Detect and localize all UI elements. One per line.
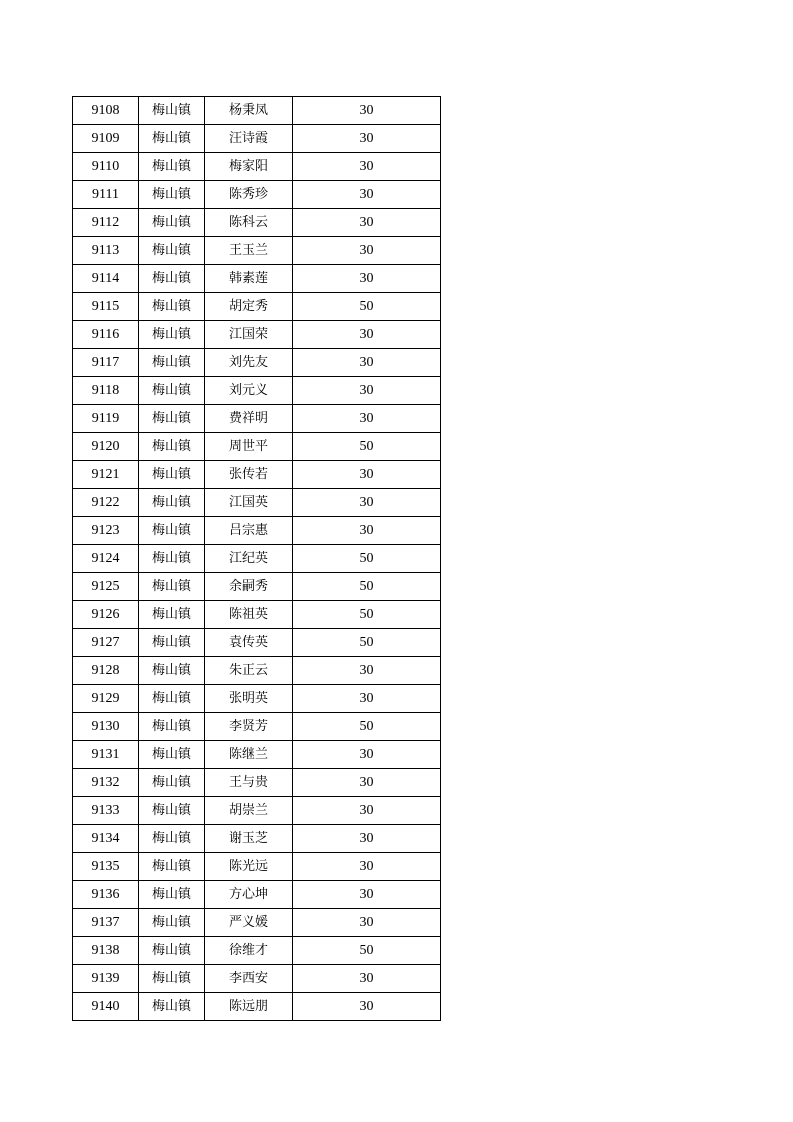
amount-cell: 30 <box>293 909 441 937</box>
person-name-cell: 汪诗霞 <box>205 125 293 153</box>
table-row <box>73 377 441 405</box>
row-number-cell: 9122 <box>73 489 139 517</box>
town-cell: 梅山镇 <box>139 97 205 125</box>
person-name-cell: 江纪英 <box>205 545 293 573</box>
amount-cell: 30 <box>293 125 441 153</box>
amount-cell: 30 <box>293 965 441 993</box>
row-number-cell: 9108 <box>73 97 139 125</box>
table-row <box>73 153 441 181</box>
town-cell: 梅山镇 <box>139 853 205 881</box>
amount-cell: 30 <box>293 97 441 125</box>
row-number-cell: 9109 <box>73 125 139 153</box>
person-name-cell: 周世平 <box>205 433 293 461</box>
row-number-cell: 9119 <box>73 405 139 433</box>
row-number-cell: 9129 <box>73 685 139 713</box>
town-cell: 梅山镇 <box>139 657 205 685</box>
table-row <box>73 769 441 797</box>
town-cell: 梅山镇 <box>139 125 205 153</box>
row-number-cell: 9112 <box>73 209 139 237</box>
person-name-cell: 刘先友 <box>205 349 293 377</box>
row-number-cell: 9113 <box>73 237 139 265</box>
town-cell: 梅山镇 <box>139 769 205 797</box>
person-name-cell: 胡崇兰 <box>205 797 293 825</box>
amount-cell: 50 <box>293 433 441 461</box>
row-number-cell: 9139 <box>73 965 139 993</box>
person-name-cell: 袁传英 <box>205 629 293 657</box>
person-name-cell: 严义媛 <box>205 909 293 937</box>
town-cell: 梅山镇 <box>139 909 205 937</box>
table-row <box>73 181 441 209</box>
row-number-cell: 9130 <box>73 713 139 741</box>
amount-cell: 50 <box>293 573 441 601</box>
town-cell: 梅山镇 <box>139 741 205 769</box>
table-row <box>73 265 441 293</box>
town-cell: 梅山镇 <box>139 321 205 349</box>
row-number-cell: 9114 <box>73 265 139 293</box>
table-row <box>73 125 441 153</box>
town-cell: 梅山镇 <box>139 993 205 1021</box>
person-name-cell: 胡定秀 <box>205 293 293 321</box>
row-number-cell: 9133 <box>73 797 139 825</box>
person-name-cell: 张明英 <box>205 685 293 713</box>
row-number-cell: 9138 <box>73 937 139 965</box>
amount-cell: 30 <box>293 993 441 1021</box>
amount-cell: 50 <box>293 601 441 629</box>
amount-cell: 30 <box>293 657 441 685</box>
person-name-cell: 李西安 <box>205 965 293 993</box>
table-row <box>73 657 441 685</box>
row-number-cell: 9110 <box>73 153 139 181</box>
amount-cell: 30 <box>293 517 441 545</box>
row-number-cell: 9111 <box>73 181 139 209</box>
town-cell: 梅山镇 <box>139 209 205 237</box>
town-cell: 梅山镇 <box>139 293 205 321</box>
table-row <box>73 825 441 853</box>
row-number-cell: 9128 <box>73 657 139 685</box>
amount-cell: 30 <box>293 237 441 265</box>
town-cell: 梅山镇 <box>139 433 205 461</box>
person-name-cell: 陈继兰 <box>205 741 293 769</box>
town-cell: 梅山镇 <box>139 573 205 601</box>
town-cell: 梅山镇 <box>139 517 205 545</box>
row-number-cell: 9124 <box>73 545 139 573</box>
table-row <box>73 629 441 657</box>
person-name-cell: 王与贵 <box>205 769 293 797</box>
person-name-cell: 李贤芳 <box>205 713 293 741</box>
person-name-cell: 朱正云 <box>205 657 293 685</box>
row-number-cell: 9135 <box>73 853 139 881</box>
row-number-cell: 9125 <box>73 573 139 601</box>
table-row <box>73 685 441 713</box>
person-name-cell: 陈科云 <box>205 209 293 237</box>
town-cell: 梅山镇 <box>139 405 205 433</box>
town-cell: 梅山镇 <box>139 825 205 853</box>
table-body <box>73 97 441 1021</box>
table-row <box>73 97 441 125</box>
table-row <box>73 461 441 489</box>
town-cell: 梅山镇 <box>139 153 205 181</box>
amount-cell: 30 <box>293 321 441 349</box>
town-cell: 梅山镇 <box>139 937 205 965</box>
amount-cell: 50 <box>293 545 441 573</box>
table-row <box>73 237 441 265</box>
town-cell: 梅山镇 <box>139 685 205 713</box>
row-number-cell: 9132 <box>73 769 139 797</box>
person-name-cell: 刘元义 <box>205 377 293 405</box>
row-number-cell: 9126 <box>73 601 139 629</box>
row-number-cell: 9131 <box>73 741 139 769</box>
table-row <box>73 881 441 909</box>
table-row <box>73 573 441 601</box>
town-cell: 梅山镇 <box>139 377 205 405</box>
person-name-cell: 徐维才 <box>205 937 293 965</box>
person-name-cell: 陈秀珍 <box>205 181 293 209</box>
town-cell: 梅山镇 <box>139 237 205 265</box>
amount-cell: 30 <box>293 181 441 209</box>
town-cell: 梅山镇 <box>139 349 205 377</box>
amount-cell: 30 <box>293 489 441 517</box>
town-cell: 梅山镇 <box>139 489 205 517</box>
table-row <box>73 293 441 321</box>
table-row <box>73 545 441 573</box>
amount-cell: 30 <box>293 853 441 881</box>
table-row <box>73 209 441 237</box>
table-row <box>73 993 441 1021</box>
amount-cell: 30 <box>293 377 441 405</box>
amount-cell: 30 <box>293 769 441 797</box>
amount-cell: 30 <box>293 153 441 181</box>
row-number-cell: 9136 <box>73 881 139 909</box>
amount-cell: 30 <box>293 825 441 853</box>
table-row <box>73 433 441 461</box>
town-cell: 梅山镇 <box>139 181 205 209</box>
row-number-cell: 9140 <box>73 993 139 1021</box>
table-row <box>73 517 441 545</box>
town-cell: 梅山镇 <box>139 881 205 909</box>
amount-cell: 50 <box>293 937 441 965</box>
table-row <box>73 853 441 881</box>
amount-cell: 30 <box>293 881 441 909</box>
amount-cell: 30 <box>293 461 441 489</box>
row-number-cell: 9116 <box>73 321 139 349</box>
person-name-cell: 方心坤 <box>205 881 293 909</box>
amount-cell: 50 <box>293 629 441 657</box>
row-number-cell: 9134 <box>73 825 139 853</box>
table-row <box>73 797 441 825</box>
table-row <box>73 965 441 993</box>
row-number-cell: 9118 <box>73 377 139 405</box>
amount-cell: 30 <box>293 209 441 237</box>
amount-cell: 30 <box>293 797 441 825</box>
amount-cell: 30 <box>293 265 441 293</box>
town-cell: 梅山镇 <box>139 713 205 741</box>
amount-cell: 30 <box>293 741 441 769</box>
person-name-cell: 杨秉凤 <box>205 97 293 125</box>
amount-cell: 30 <box>293 685 441 713</box>
row-number-cell: 9137 <box>73 909 139 937</box>
town-cell: 梅山镇 <box>139 265 205 293</box>
person-name-cell: 韩素莲 <box>205 265 293 293</box>
person-name-cell: 谢玉芝 <box>205 825 293 853</box>
row-number-cell: 9120 <box>73 433 139 461</box>
town-cell: 梅山镇 <box>139 601 205 629</box>
amount-cell: 30 <box>293 405 441 433</box>
amount-cell: 50 <box>293 713 441 741</box>
row-number-cell: 9123 <box>73 517 139 545</box>
amount-cell: 30 <box>293 349 441 377</box>
person-name-cell: 陈远朋 <box>205 993 293 1021</box>
table-row <box>73 349 441 377</box>
row-number-cell: 9115 <box>73 293 139 321</box>
table-row <box>73 713 441 741</box>
town-cell: 梅山镇 <box>139 629 205 657</box>
table-row <box>73 489 441 517</box>
town-cell: 梅山镇 <box>139 545 205 573</box>
person-name-cell: 费祥明 <box>205 405 293 433</box>
person-name-cell: 陈祖英 <box>205 601 293 629</box>
row-number-cell: 9117 <box>73 349 139 377</box>
table-row <box>73 321 441 349</box>
data-table <box>72 96 441 1021</box>
town-cell: 梅山镇 <box>139 797 205 825</box>
person-name-cell: 张传若 <box>205 461 293 489</box>
row-number-cell: 9127 <box>73 629 139 657</box>
table-row <box>73 601 441 629</box>
person-name-cell: 江国英 <box>205 489 293 517</box>
table-row <box>73 937 441 965</box>
person-name-cell: 吕宗惠 <box>205 517 293 545</box>
table-row <box>73 405 441 433</box>
amount-cell: 50 <box>293 293 441 321</box>
person-name-cell: 陈光远 <box>205 853 293 881</box>
person-name-cell: 梅家阳 <box>205 153 293 181</box>
table-row <box>73 909 441 937</box>
town-cell: 梅山镇 <box>139 461 205 489</box>
person-name-cell: 余嗣秀 <box>205 573 293 601</box>
row-number-cell: 9121 <box>73 461 139 489</box>
town-cell: 梅山镇 <box>139 965 205 993</box>
table-row <box>73 741 441 769</box>
person-name-cell: 王玉兰 <box>205 237 293 265</box>
person-name-cell: 江国荣 <box>205 321 293 349</box>
